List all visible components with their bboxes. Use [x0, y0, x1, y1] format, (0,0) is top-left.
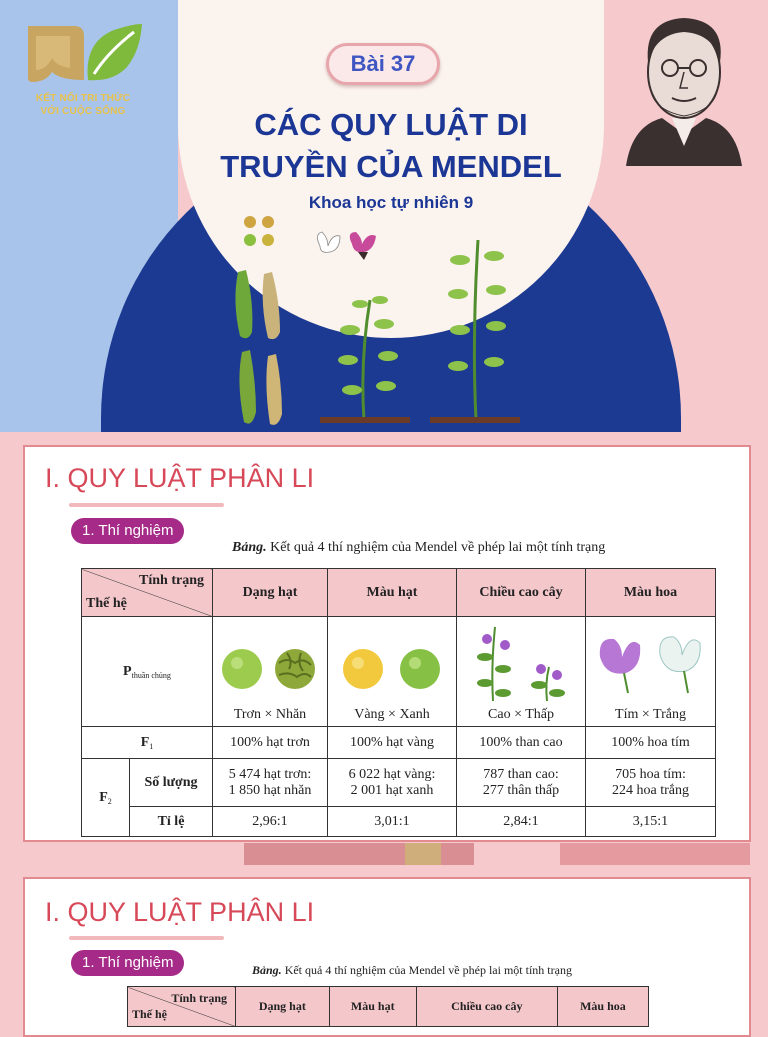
ratio-value: 3,01:1: [328, 807, 457, 837]
table-caption: [232, 540, 605, 556]
subsection-pill: 1. Thí nghiệm: [71, 518, 184, 544]
f1-subscript: 1: [149, 741, 154, 751]
content-card: [23, 445, 751, 842]
cell-image-flower-color: [586, 617, 716, 727]
caption-text: Kết quả 4 thí nghiệm của Mendel về phép lai một tính trạng: [281, 963, 572, 977]
caption-label: Bảng.: [232, 540, 267, 555]
logo-text: [18, 92, 148, 118]
page-subtitle: Khoa học tự nhiên 9: [308, 193, 474, 212]
count-line-2: 224 hoa trắng: [612, 782, 689, 798]
p-label: P: [123, 663, 132, 679]
f2-count: [213, 759, 328, 807]
f1-label: F: [140, 734, 150, 750]
count-line-1: 705 hoa tím:: [615, 766, 686, 782]
table-corner-header: [82, 569, 213, 617]
column-header: Dạng hạt: [236, 987, 330, 1027]
corner-label-bottom: Thế hệ: [132, 1007, 168, 1021]
count-label: Số lượng: [130, 759, 213, 807]
ratio-label: Tỉ lệ: [130, 807, 213, 837]
section-underline: [69, 503, 224, 507]
f2-label: F: [99, 789, 108, 805]
column-header: Dạng hạt: [213, 569, 328, 617]
column-header: Màu hoa: [557, 987, 648, 1027]
f1-value: 100% than cao: [457, 727, 586, 759]
cell-image-seed-color: [328, 617, 457, 727]
caption-text: Kết quả 4 thí nghiệm của Mendel về phép lai một tính trạng: [266, 540, 606, 555]
ratio-value: 3,15:1: [586, 807, 716, 837]
page-title: [178, 104, 604, 188]
count-line-1: 6 022 hạt vàng:: [348, 766, 436, 782]
count-line-2: 2 001 hạt xanh: [350, 782, 434, 798]
section-title: I. QUY LUẬT PHÂN LI: [45, 897, 315, 927]
pea-plant-icon: [300, 220, 530, 430]
ratio-value: 2,96:1: [213, 807, 328, 837]
cell-image-plant-height: [457, 617, 586, 727]
count-line-2: 1 850 hạt nhăn: [228, 782, 312, 798]
p-caption: Tím × Trắng: [615, 707, 686, 722]
p-caption: Trơn × Nhăn: [233, 707, 307, 722]
corner-label-top: Tính trạng: [139, 573, 204, 588]
section-title: I. QUY LUẬT PHÂN LI: [45, 463, 315, 493]
caption-label: Bảng.: [252, 963, 282, 977]
content-card-duplicate: [23, 877, 751, 1037]
mendel-portrait-icon: [622, 6, 746, 166]
f1-value: 100% hoa tím: [586, 727, 716, 759]
column-header: Chiều cao cây: [457, 569, 586, 617]
pea-flower-icon: [586, 617, 716, 707]
pea-seed-icon: [213, 617, 328, 697]
f2-subscript: 2: [107, 796, 112, 806]
count-line-1: 787 than cao:: [483, 766, 559, 782]
subsection-pill: 1. Thí nghiệm: [71, 950, 184, 976]
results-table-preview: [127, 986, 649, 1027]
f1-value: 100% hạt trơn: [213, 727, 328, 759]
count-line-1: 5 474 hạt trơn:: [228, 766, 312, 782]
table-caption: [252, 963, 572, 978]
column-header: Màu hạt: [329, 987, 416, 1027]
count-line-2: 277 thân thấp: [482, 782, 560, 798]
p-subscript: thuần chủng: [131, 670, 171, 680]
divider-strip-right: [560, 843, 750, 865]
pea-pod-icon: [228, 262, 298, 432]
logo-line-1: KẾT NỐI TRI THỨC: [35, 93, 131, 104]
results-table: [81, 568, 716, 837]
column-header: Chiều cao cây: [416, 987, 557, 1027]
corner-label-top: Tính trạng: [171, 991, 227, 1005]
f2-count: [457, 759, 586, 807]
pea-seed-icon: [328, 617, 457, 697]
column-header: Màu hoa: [586, 569, 716, 617]
table-corner-header: [128, 987, 236, 1027]
row-label-f2: [82, 759, 130, 837]
section-underline: [69, 936, 224, 940]
divider-strip-accent: [405, 843, 441, 865]
f2-count: [586, 759, 716, 807]
f1-value: 100% hạt vàng: [328, 727, 457, 759]
title-line-2: TRUYỀN CỦA MENDEL: [220, 149, 562, 184]
row-label-p: [82, 617, 213, 727]
row-label-f1: [82, 727, 213, 759]
ratio-value: 2,84:1: [457, 807, 586, 837]
hero-banner: [0, 0, 768, 432]
column-header: Màu hạt: [328, 569, 457, 617]
lesson-badge: Bài 37: [326, 43, 440, 85]
title-line-1: CÁC QUY LUẬT DI: [254, 107, 528, 142]
corner-label-bottom: Thế hệ: [86, 596, 127, 611]
logo-line-2: VỚI CUỘC SỐNG: [40, 106, 126, 117]
f2-count: [328, 759, 457, 807]
p-caption: Cao × Thấp: [488, 707, 554, 722]
pea-plant-icon: [457, 617, 586, 707]
cell-image-seed-shape: [213, 617, 328, 727]
p-caption: Vàng × Xanh: [354, 707, 430, 722]
